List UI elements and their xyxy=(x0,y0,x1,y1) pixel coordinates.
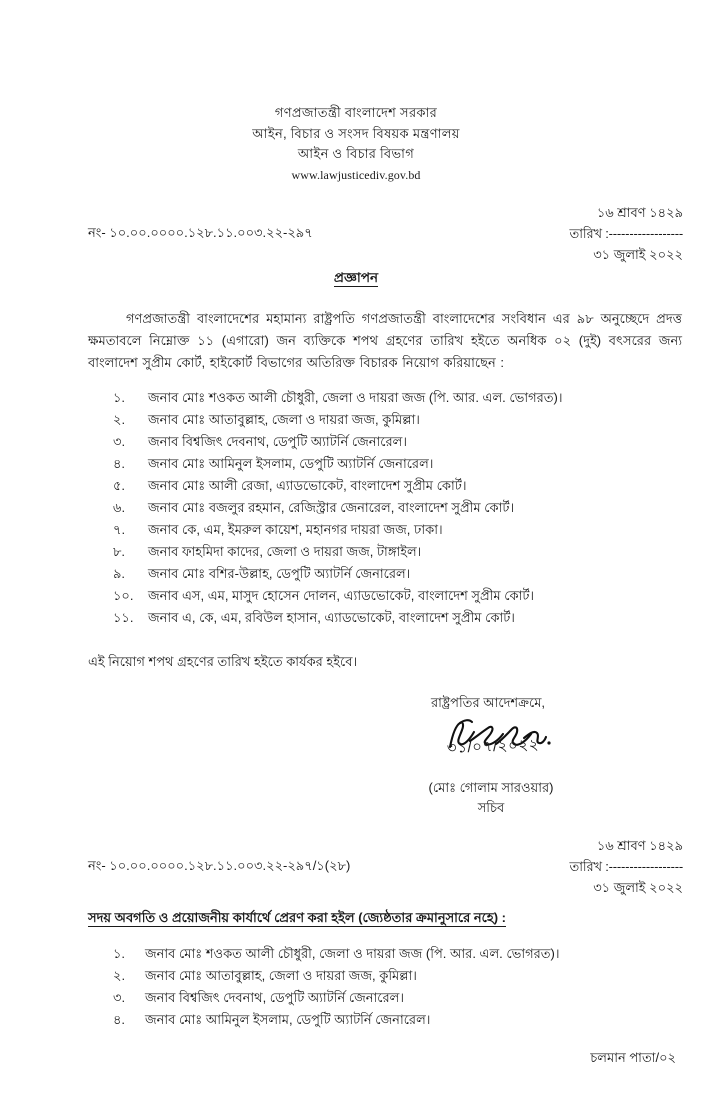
distribution-heading-text: সদয় অবগতি ও প্রয়োজনীয় কার্যার্থে প্রেরণ করা হইল (জ্যেষ্ঠতার ক্রমানুসারে নহে) : xyxy=(88,909,507,925)
list-index: ১১. xyxy=(113,610,134,626)
list-text: জনাব মোঃ বশির-উল্লাহ, ডেপুটি অ্যাটর্নি জেনারেল। xyxy=(148,566,411,582)
memo-block-secondary xyxy=(0,835,712,897)
distribution-heading xyxy=(88,909,712,930)
continuation-note: চলমান পাতা/০২ xyxy=(590,1049,676,1065)
list-item xyxy=(0,497,712,519)
list-item xyxy=(0,943,712,965)
list-item xyxy=(0,387,712,409)
english-date-secondary: ৩১ জুলাই ২০২২ xyxy=(593,879,683,895)
signatory-designation: সচিব xyxy=(477,799,505,815)
memo-date-primary xyxy=(570,202,683,265)
handwritten-signature xyxy=(300,717,712,777)
ministry-name: আইন, বিচার ও সংসদ বিষয়ক মন্ত্রণালয় xyxy=(252,125,460,141)
notification-paragraph: গণপ্রজাতন্ত্রী বাংলাদেশের মহামান্য রাষ্ট্রপতি গণপ্রজাতন্ত্রী বাংলাদেশের সংবিধান এর ৯৮ অনুচ্ছেদে প্রদত্ত ক্ষমতাবলে নিম্নোক্ত ১১ (এগারো) জন ব্যক্তিকে শপথ গ্রহণের তারিখ হইতে অনধিক ০২ (দুই) বৎসরের জন্য বাংলাদেশ সুপ্রীম কোর্ট, হাইকোর্ট বিভাগের অতিরিক্ত বিচারক নিয়োগ করিয়াছেন : xyxy=(88,310,682,370)
list-text: জনাব এস, এম, মাসুদ হোসেন দোলন, এ্যাডভোকেট, বাংলাদেশ সুপ্রীম কোর্ট। xyxy=(148,588,535,604)
signature-block xyxy=(0,694,712,818)
list-index: ৯. xyxy=(113,566,126,582)
list-text: জনাব এ, কে, এম, রবিউল হাসান, এ্যাডভোকেট, বাংলাদেশ সুপ্রীম কোর্ট। xyxy=(148,610,515,626)
english-date-primary: ৩১ জুলাই ২০২২ xyxy=(593,246,683,262)
distribution-list xyxy=(0,943,712,1031)
list-index: ২. xyxy=(113,411,126,427)
list-index: ৮. xyxy=(113,544,126,560)
list-item xyxy=(0,519,712,541)
list-index: ৫. xyxy=(113,477,126,493)
list-item xyxy=(0,1009,712,1031)
list-item xyxy=(0,585,712,607)
page-title xyxy=(0,267,712,290)
list-item xyxy=(0,965,712,987)
list-item xyxy=(0,563,712,585)
memo-number-secondary: নং- ১০.০০.০০০০.১২৮.১১.০০৩.২২-২৯৭/১(২৮) xyxy=(88,857,351,873)
signatory-name: (মোঃ গোলাম সারওয়ার) xyxy=(428,779,554,795)
list-item xyxy=(0,453,712,475)
list-text: জনাব মোঃ আমিনুল ইসলাম, ডেপুটি অ্যাটর্নি জেনারেল। xyxy=(145,1011,431,1027)
list-item xyxy=(0,475,712,497)
list-index: ৪. xyxy=(113,455,126,471)
list-item xyxy=(0,541,712,563)
bangla-date-primary: ১৬ শ্রাবণ ১৪২৯ xyxy=(596,204,683,220)
website-url: www.lawjusticediv.gov.bd xyxy=(291,167,421,182)
list-text: জনাব কে, এম, ইমরুল কায়েশ, মহানগর দায়রা জজ, ঢাকা। xyxy=(148,522,443,538)
list-text: জনাব মোঃ শওকত আলী চৌধুরী, জেলা ও দায়রা জজ (পি. আর. এল. ভোগরত)। xyxy=(148,389,563,405)
list-index: ৭. xyxy=(113,522,126,538)
signature-date: ৩১/০৭/২০২২ xyxy=(446,735,540,757)
memo-block-primary xyxy=(0,202,712,264)
list-index: ৪. xyxy=(113,1011,126,1027)
list-text: জনাব মোঃ আলী রেজা, এ্যাডভোকেট, বাংলাদেশ সুপ্রীম কোর্ট। xyxy=(148,477,467,493)
list-index: ১০. xyxy=(113,588,134,604)
list-index: ২. xyxy=(113,967,126,983)
date-label-secondary: তারিখ :------------------ xyxy=(569,858,683,874)
list-text: জনাব মোঃ আমিনুল ইসলাম, ডেপুটি অ্যাটর্নি জেনারেল। xyxy=(148,455,434,471)
list-index: ৬. xyxy=(113,499,126,515)
page-title-text: প্রজ্ঞাপন xyxy=(333,269,379,285)
memo-date-secondary xyxy=(570,835,683,898)
list-item xyxy=(0,431,712,453)
date-label-primary: তারিখ :------------------ xyxy=(569,225,683,241)
list-text: জনাব বিশ্বজিৎ দেবনাথ, ডেপুটি অ্যাটর্নি জেনারেল। xyxy=(145,989,405,1005)
list-text: জনাব মোঃ বজলুর রহমান, রেজিস্ট্রার জেনারেল, বাংলাদেশ সুপ্রীম কোর্ট। xyxy=(148,499,515,515)
list-text: জনাব বিশ্বজিৎ দেবনাথ, ডেপুটি অ্যাটর্নি জেনারেল। xyxy=(148,433,408,449)
bangla-date-secondary: ১৬ শ্রাবণ ১৪২৯ xyxy=(596,837,683,853)
list-index: ৩. xyxy=(113,433,126,449)
list-item xyxy=(0,987,712,1009)
list-text: জনাব ফাহমিদা কাদের, জেলা ও দায়রা জজ, টাঙ্গাইল। xyxy=(148,544,422,560)
list-item xyxy=(0,607,712,629)
document-header xyxy=(0,0,712,185)
division-name: আইন ও বিচার বিভাগ xyxy=(297,146,415,161)
list-index: ১. xyxy=(113,945,126,961)
list-item xyxy=(0,409,712,431)
memo-number-primary: নং- ১০.০০.০০০০.১২৮.১১.০০৩.২২-২৯৭ xyxy=(88,224,313,240)
government-name: গণপ্রজাতন্ত্রী বাংলাদেশ সরকার xyxy=(274,105,438,120)
effect-statement: এই নিয়োগ শপথ গ্রহণের তারিখ হইতে কার্যকর হইবে। xyxy=(88,653,358,669)
list-text: জনাব মোঃ শওকত আলী চৌধুরী, জেলা ও দায়রা জজ (পি. আর. এল. ভোগরত)। xyxy=(145,945,560,961)
list-index: ১. xyxy=(113,389,126,405)
list-text: জনাব মোঃ আতাবুল্লাহ, জেলা ও দায়রা জজ, কুমিল্লা। xyxy=(145,967,417,983)
list-text: জনাব মোঃ আতাবুল্লাহ, জেলা ও দায়রা জজ, কুমিল্লা। xyxy=(148,411,420,427)
appointee-list xyxy=(0,387,712,630)
by-order-of-president: রাষ্ট্রপতির আদেশক্রমে, xyxy=(430,694,546,710)
list-index: ৩. xyxy=(113,989,126,1005)
